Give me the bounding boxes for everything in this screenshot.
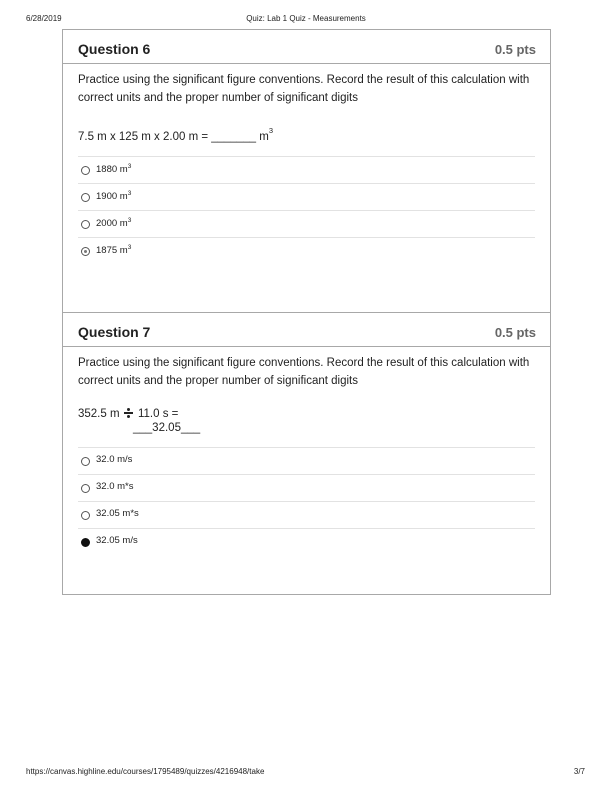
question-points: 0.5 pts	[494, 42, 536, 57]
question-title: Question 7	[78, 324, 151, 340]
answer-label: 32.0 m*s	[96, 481, 134, 492]
answer-label: 1880 $m^3$	[96, 163, 132, 175]
question-expression	[78, 124, 535, 144]
answer-label: 2000 $m^3$	[96, 217, 132, 229]
answer-option[interactable]	[78, 474, 535, 501]
answer-option[interactable]	[78, 210, 535, 237]
answer-option[interactable]	[78, 447, 535, 474]
answer-option[interactable]	[78, 528, 535, 555]
radio-button[interactable]	[81, 220, 90, 229]
question-points: 0.5 pts	[494, 325, 536, 340]
radio-button[interactable]	[81, 511, 90, 520]
question-text: Practice using the significant figure conventions. Record the result of this calculation with correct units and the proper number of significant digits	[78, 357, 530, 387]
answer-option[interactable]	[78, 237, 535, 264]
expression-text: 7.5 m x 125 m x 2.00 m = _______ m	[78, 131, 269, 143]
print-footer	[0, 767, 612, 779]
question-title: Question 6	[78, 41, 151, 57]
expression-left: 352.5 m	[78, 408, 120, 420]
radio-button-selected[interactable]	[81, 538, 90, 547]
question-header	[63, 30, 550, 64]
page-number: 3/7	[573, 767, 585, 776]
print-url: https://canvas.highline.edu/courses/1795489/quizzes/4216948/take	[26, 767, 265, 776]
answer-option[interactable]	[78, 183, 535, 210]
print-header	[0, 14, 612, 26]
question-6	[62, 29, 551, 314]
expression-right: 11.0 s =	[137, 408, 179, 420]
answer-option[interactable]	[78, 501, 535, 528]
expression-line	[78, 407, 178, 422]
question-header	[63, 313, 550, 347]
expression-answer: ___32.05___	[133, 422, 201, 434]
answer-label: 32.0 m/s	[96, 454, 133, 465]
print-date: 6/28/2019	[26, 14, 62, 23]
radio-button-marked[interactable]	[81, 247, 90, 256]
answer-option[interactable]	[78, 156, 535, 183]
question-body	[63, 71, 550, 264]
question-expression	[78, 407, 535, 437]
question-body	[63, 354, 550, 555]
answer-label: 32.05 m*s	[96, 508, 139, 519]
answer-list	[78, 447, 535, 555]
division-icon	[124, 407, 134, 419]
answer-label: 1875 $m^3$	[96, 244, 132, 256]
answer-label: 1900 $m^3$	[96, 190, 132, 202]
expression-exponent: 3	[268, 126, 273, 135]
radio-button[interactable]	[81, 166, 90, 175]
answer-list	[78, 156, 535, 264]
radio-button[interactable]	[81, 193, 90, 202]
question-text: Practice using the significant figure conventions. Record the result of this calculation with correct units and the proper number of significant digits	[78, 74, 530, 104]
question-7	[62, 312, 551, 595]
radio-button[interactable]	[81, 484, 90, 493]
answer-label: 32.05 m/s	[96, 535, 138, 546]
print-title: Quiz: Lab 1 Quiz - Measurements	[246, 14, 366, 23]
radio-button[interactable]	[81, 457, 90, 466]
